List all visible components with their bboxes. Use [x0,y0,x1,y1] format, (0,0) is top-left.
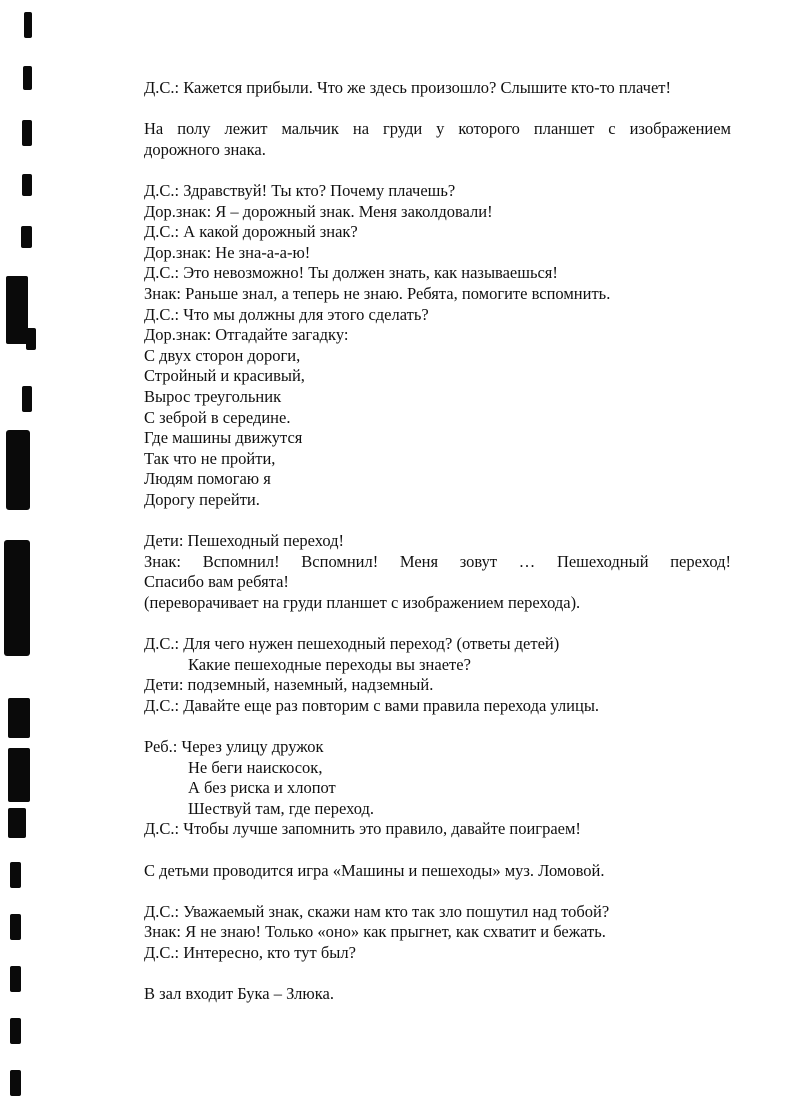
binding-mark [24,12,32,38]
blank-line [144,716,731,737]
blank-line [144,840,731,861]
text-line: Дор.знак: Я – дорожный знак. Меня заколдовали! [144,201,493,221]
text-line: Шествуй там, где переход. [188,798,374,818]
blank-line [144,99,731,120]
text-line: Вырос треугольник [144,386,282,406]
text-line: Дор.знак: Отгадайте загадку: [144,325,349,345]
text-line: С детьми проводится игра «Машины и пешеходы» муз. Ломовой. [144,860,605,880]
text-line: Людям помогаю я [144,469,271,489]
text-line: Знак: Я не знаю! Только «оно» как прыгнет, как схватит и бежать. [144,922,606,942]
binding-mark [10,1018,21,1044]
text-line: Д.С.: Уважаемый знак, скажи нам кто так зло пошутил над тобой? [144,901,610,921]
binding-mark [10,862,21,888]
binding-mark [6,276,28,344]
text-line: Дети: подземный, наземный, надземный. [144,675,434,695]
blank-line [144,964,731,985]
binding-mark [10,914,21,940]
text-line: Знак: Раньше знал, а теперь не знаю. Ребята, помогите вспомнить. [144,283,611,303]
text-line: Д.С.: Для чего нужен пешеходный переход? (ответы детей) [144,634,560,654]
binding-marks [0,0,40,1106]
binding-mark [10,1070,21,1096]
binding-mark [4,540,30,656]
text-line: Д.С.: Что мы должны для этого сделать? [144,304,429,324]
text-line: Д.С.: Давайте еще раз повторим с вами правила перехода улицы. [144,695,600,715]
text-line: Д.С.: Это невозможно! Ты должен знать, как называешься! [144,263,558,283]
text-line: Не беги наискосок, [188,757,323,777]
text-line: С зеброй в середине. [144,407,291,427]
binding-mark [8,698,30,738]
text-line: В зал входит Бука – Злюка. [144,984,334,1004]
text-line: Стройный и красивый, [144,366,305,386]
binding-mark [22,120,32,146]
text-line: Какие пешеходные переходы вы знаете? [188,654,471,674]
text-line: Знак: Вспомнил! Вспомнил! Меня зовут … Пешеходный переход! [144,551,731,571]
text-line: Д.С.: Кажется прибыли. Что же здесь произошло? Слышите кто-то плачет! [144,78,671,97]
text-line: А без риска и хлопот [188,778,336,798]
text-line: Д.С.: Чтобы лучше запомнить это правило, давайте поиграем! [144,819,581,839]
binding-mark [8,748,30,802]
text-line: (переворачивает на груди планшет с изображением перехода). [144,592,581,612]
text-line: Спасибо вам ребята! [144,572,289,592]
text-line: Дорогу перейти. [144,489,260,509]
script-text [144,78,731,1005]
text-line: На полу лежит мальчик на груди у которого планшет с изображением [144,119,731,139]
text-line: С двух сторон дороги, [144,345,301,365]
blank-line [144,160,731,181]
text-line: Д.С.: А какой дорожный знак? [144,222,358,242]
binding-mark [22,174,32,196]
text-line: Д.С.: Здравствуй! Ты кто? Почему плачешь? [144,180,456,200]
text-line: Д.С.: Интересно, кто тут был? [144,942,356,962]
text-line: дорожного знака. [144,139,266,159]
text-line: Дор.знак: Не зна-а-а-ю! [144,242,311,262]
text-line: Дети: Пешеходный переход! [144,531,345,551]
binding-mark [10,966,21,992]
blank-line [144,510,731,531]
blank-line [144,881,731,902]
text-line: Реб.: Через улицу дружок [144,737,324,756]
binding-mark [26,328,36,350]
binding-mark [8,808,26,838]
text-line: Где машины движутся [144,428,303,448]
binding-mark [6,430,30,510]
binding-mark [22,386,32,412]
binding-mark [23,66,32,90]
blank-line [144,613,731,634]
text-line: Так что не пройти, [144,448,276,468]
binding-mark [21,226,32,248]
